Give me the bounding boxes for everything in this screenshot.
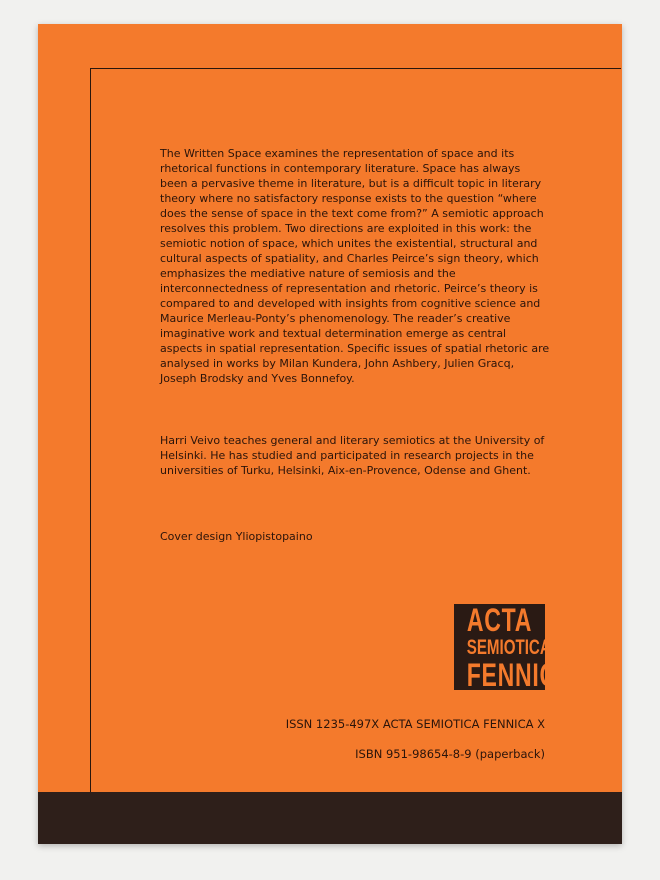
author-bio: Harri Veivo teaches general and literary semiotics at the University of Helsinki. He has studied and participated in research projects in the universities of Turku, Helsinki, Aix-en-Provence, Odense and Ghent. bbox=[160, 434, 545, 477]
logo-line-semiotica: SEMIOTICA bbox=[466, 635, 551, 659]
series-logo bbox=[454, 601, 575, 693]
logo-line-acta: ACTA bbox=[466, 601, 533, 638]
book-description: The Written Space examines the representation of space and its rhetorical functions in contemporary literature. Space has always been a pervasive theme in literature, but is a difficult topic in literary theory where no satisfactory response exists to the question “where does the sense of space in the text come from?” A semiotic approach resolves this problem. Two directions are exploited in this work: the semiotic notion of space, which unites the existential, structural and cultural aspects of spatiality, and Charles Peirce’s sign theory, which emphasizes the mediative nature of semiosis and the interconnectedness of representation and rhetoric. Peirce’s theory is compared to and developed with insights from cognitive science and Maurice Merleau-Ponty’s phenomenology. The reader’s creative imaginative work and textual determination emerge as central aspects in spatial representation. Specific issues of spatial rhetoric are analysed in works by Milan Kundera, John Ashbery, Julien Gracq, Joseph Brodsky and Yves Bonnefoy. bbox=[160, 147, 550, 385]
cover-design-credit: Cover design Yliopistopaino bbox=[160, 530, 313, 543]
isbn-line: ISBN 951-98654-8-9 (paperback) bbox=[355, 747, 545, 761]
issn-line: ISSN 1235-497X ACTA SEMIOTICA FENNICA X bbox=[285, 717, 545, 731]
book-back-cover bbox=[38, 24, 622, 844]
bottom-dark-band bbox=[38, 792, 622, 844]
logo-line-fennica: FENNICA bbox=[466, 656, 575, 693]
